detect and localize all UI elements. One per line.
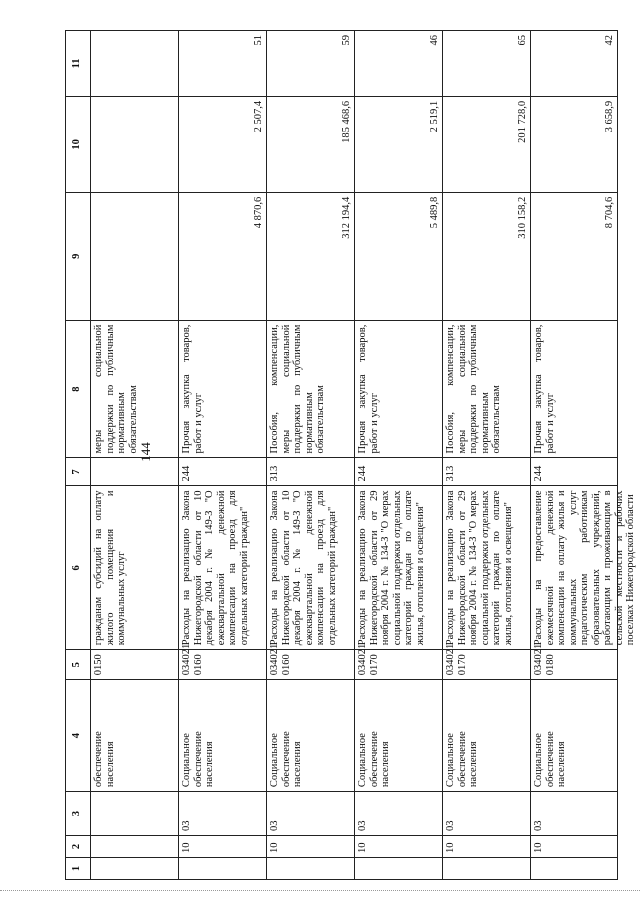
cell-subsection-name: Социальное обеспечение населения	[179, 679, 266, 791]
cell-plan: 312 194,4	[267, 192, 354, 320]
cell-col-1	[355, 857, 442, 879]
header-cell-8: 8	[66, 320, 90, 458]
header-cell-1: 1	[66, 857, 90, 879]
cell-expense-type-name: Прочая закупка товаров, работ и услуг	[355, 320, 442, 458]
cell-col-1	[91, 857, 178, 879]
cell-section	[91, 835, 178, 857]
cell-expense-type-name: Прочая закупка товаров, работ и услуг	[531, 320, 617, 458]
cell-actual: 2 507,4	[179, 96, 266, 192]
cell-actual	[91, 96, 178, 192]
cell-target-name: гражданам субсидий на оплату жилого помещения и коммунальных услуг	[91, 485, 178, 649]
cell-percent: 42	[531, 30, 617, 96]
cell-section: 10	[355, 835, 442, 857]
table-row	[178, 30, 266, 880]
cell-plan: 5 489,8	[355, 192, 442, 320]
header-cell-10: 10	[66, 96, 90, 192]
cell-target-name: Расходы на реализацию Закона Нижегородской области от 10 декабря 2004 г. № 149-З "О ежеквартальной денежной компенсации на проезд для отдельных категорий граждан"	[267, 485, 354, 649]
cell-actual: 3 658,9	[531, 96, 617, 192]
cell-target-code: 0150	[91, 649, 178, 679]
cell-expense-type-name: меры социальной поддержки по публичным нормативным обязательствам	[91, 320, 178, 458]
cell-section: 10	[531, 835, 617, 857]
cell-percent: 46	[355, 30, 442, 96]
header-cell-3: 3	[66, 791, 90, 835]
cell-target-name: Расходы на реализацию Закона Нижегородской области от 29 ноября 2004 г. № 134-З "О мерах социальной поддержки отдельных категорий граждан по оплате жилья, отопления и освещения"	[355, 485, 442, 649]
table-row	[354, 30, 442, 880]
cell-expense-type: 244	[179, 457, 266, 485]
cell-section: 10	[443, 835, 530, 857]
cell-target-code: 034021 0160	[267, 649, 354, 679]
cell-expense-type: 244	[531, 457, 617, 485]
cell-percent: 51	[179, 30, 266, 96]
cell-subsection	[91, 791, 178, 835]
cell-percent	[91, 30, 178, 96]
cell-target-name: Расходы на реализацию Закона Нижегородской области от 10 декабря 2004 г. № 149-З "О ежеквартальной денежной компенсации на проезд для отдельных категорий граждан"	[179, 485, 266, 649]
header-cell-4: 4	[66, 679, 90, 791]
cell-target-name: Расходы на реализацию Закона Нижегородской области от 29 ноября 2004 г. № 134-З "О мерах социальной поддержки отдельных категорий граждан по оплате жилья, отопления и освещения"	[443, 485, 530, 649]
cell-actual: 2 519,1	[355, 96, 442, 192]
cell-subsection: 03	[267, 791, 354, 835]
table-row	[90, 30, 178, 880]
cell-col-1	[179, 857, 266, 879]
cell-subsection-name: обеспечение населения	[91, 679, 178, 791]
cell-expense-type-name: Пособия, компенсации, меры социальной поддержки по публичным нормативным обязательствам	[267, 320, 354, 458]
cell-target-code: 034021 0170	[443, 649, 530, 679]
table-wrapper	[65, 30, 636, 880]
cell-section: 10	[267, 835, 354, 857]
cell-subsection: 03	[531, 791, 617, 835]
table-row	[442, 30, 530, 880]
cell-actual: 185 468,6	[267, 96, 354, 192]
budget-table	[65, 30, 636, 880]
cell-subsection: 03	[355, 791, 442, 835]
table-row	[266, 30, 354, 880]
cell-expense-type: 313	[443, 457, 530, 485]
header-cell-7: 7	[66, 457, 90, 485]
cell-col-1	[531, 857, 617, 879]
cell-target-code: 034021 0160	[179, 649, 266, 679]
cell-col-1	[443, 857, 530, 879]
cell-subsection-name: Социальное обеспечение населения	[355, 679, 442, 791]
cell-subsection: 03	[443, 791, 530, 835]
cell-percent: 65	[443, 30, 530, 96]
header-cell-2: 2	[66, 835, 90, 857]
cell-actual: 201 728,0	[443, 96, 530, 192]
header-cell-6: 6	[66, 485, 90, 649]
cell-target-name: Расходы на предоставление ежемесячной денежной компенсации на оплату жилья и коммунальных услуг педагогическим работникам образовательных учреждений, работающим и проживающим в сельской местности и рабочих поселках Нижегородской области	[531, 485, 617, 649]
cell-subsection-name: Социальное обеспечение населения	[267, 679, 354, 791]
cell-expense-type: 313	[267, 457, 354, 485]
page-number: 144	[138, 442, 153, 462]
header-cell-9: 9	[66, 192, 90, 320]
cell-subsection: 03	[179, 791, 266, 835]
cell-plan: 8 704,6	[531, 192, 617, 320]
header-row	[65, 30, 90, 880]
cell-section: 10	[179, 835, 266, 857]
cell-expense-type-name: Прочая закупка товаров, работ и услуг	[179, 320, 266, 458]
header-cell-5: 5	[66, 649, 90, 679]
scan-edge-line	[0, 890, 640, 891]
cell-plan	[91, 192, 178, 320]
cell-target-code: 034021 0180	[531, 649, 617, 679]
cell-expense-type-name: Пособия, компенсации, меры социальной поддержки по публичным нормативным обязательствам	[443, 320, 530, 458]
cell-expense-type	[91, 457, 178, 485]
cell-percent: 59	[267, 30, 354, 96]
cell-expense-type: 244	[355, 457, 442, 485]
cell-plan: 4 870,6	[179, 192, 266, 320]
table-row	[530, 30, 636, 880]
cell-subsection-name: Социальное обеспечение населения	[531, 679, 617, 791]
cell-plan: 310 158,2	[443, 192, 530, 320]
cell-target-code: 034021 0170	[355, 649, 442, 679]
cell-col-1	[267, 857, 354, 879]
cell-subsection-name: Социальное обеспечение населения	[443, 679, 530, 791]
header-cell-11: 11	[66, 30, 90, 96]
